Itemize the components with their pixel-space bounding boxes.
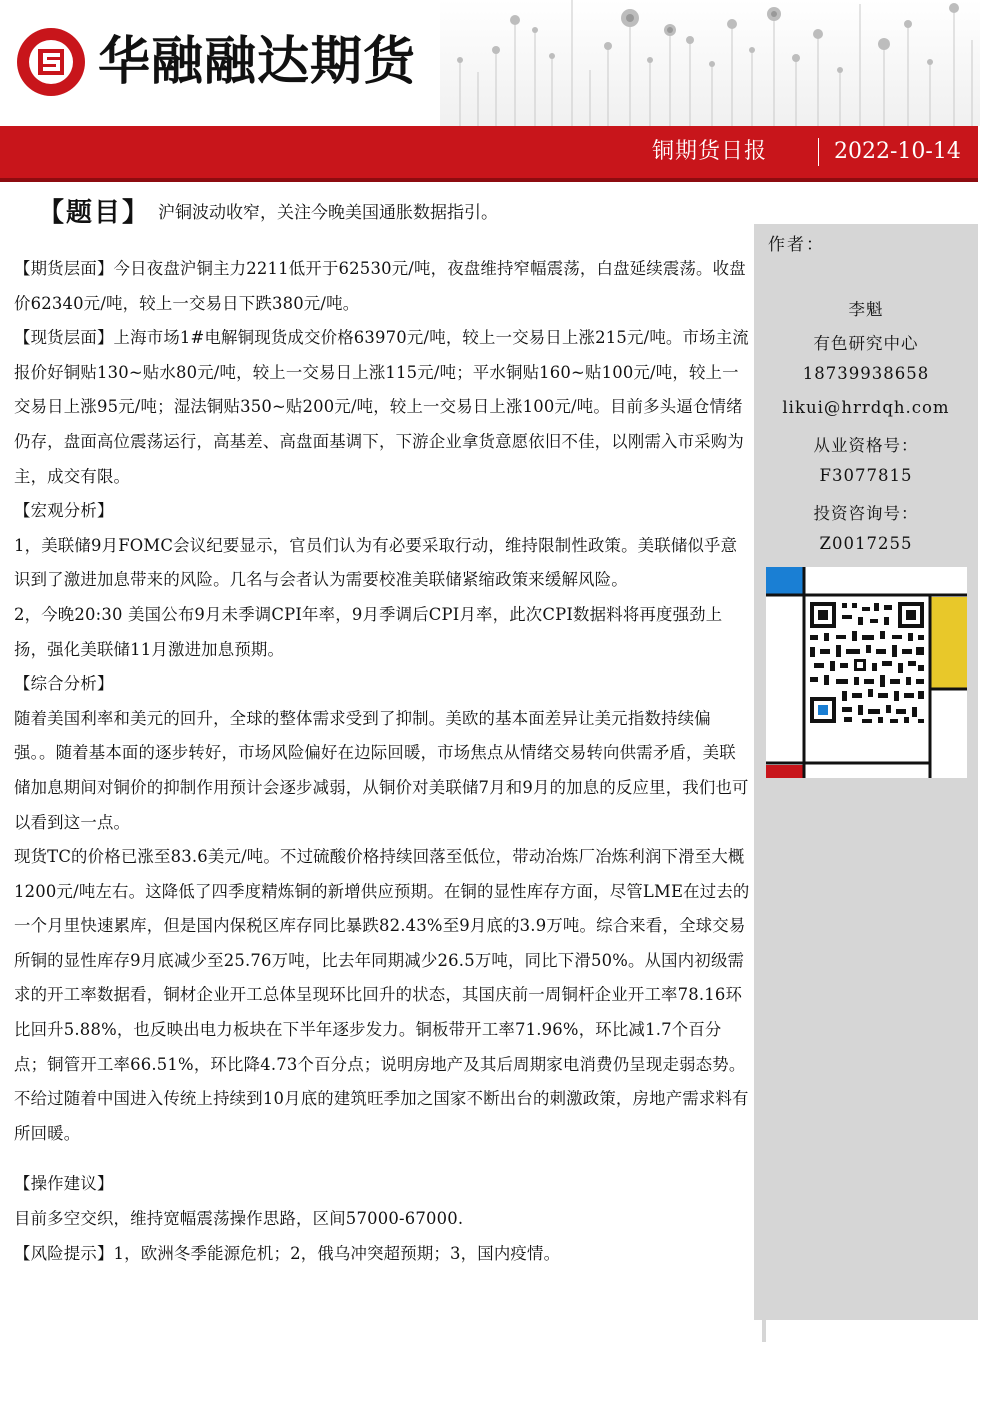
qualification-label: 从业资格号：	[813, 436, 919, 455]
subject-text: 沪铜波动收窄，关注今晚美国通胀数据指引。	[158, 202, 499, 223]
consulting-label: 投资咨询号：	[813, 504, 919, 523]
header-decoration	[440, 0, 980, 126]
author-name: 李魁	[848, 300, 884, 319]
sidebar-tail	[762, 1320, 766, 1342]
spot-heading: 【现货层面】	[14, 328, 114, 348]
macro-paragraph-2: 2，今晚20:30 美国公布9月未季调CPI年率，9月季调后CPI月率，此次CPI数据料将再度强劲上扬，强化美联储11月激进加息预期。	[14, 604, 723, 659]
spot-text: 上海市场1#电解铜现货成交价格63970元/吨，较上一交易日上涨215元/吨。市场主流报价好铜贴130~贴水80元/吨，较上一交易日上涨115元/吨；平水铜贴160~贴100元/吨，较上一交易日上涨95元/吨；湿法铜贴350~贴200元/吨，较上一交易日上涨100元/吨。目前多头逼仓情绪仍存，盘面高位震荡运行，高基差、高盘面基调下，下游企业拿货意愿依旧不佳，以刚需入市采购为主，成交有限。	[14, 328, 749, 486]
report-date: 2022-10-14	[834, 139, 961, 164]
report-header	[0, 0, 992, 182]
overall-paragraph-2: 现货TC的价格已涨至83.6美元/吨。不过硫酸价格持续回落至低位，带动冶炼厂冶炼利润下滑至大概1200元/吨左右。这降低了四季度精炼铜的新增供应预期。在铜的显性库存方面，尽管LME在过去的一个月里快速累库，但是国内保税区库存同比暴跌82.43%至9月底的3.9万吨。综合来看，全球交易所铜的显性库存9月底减少至25.76万吨，比去年同期减少26.5万吨，同比下滑50%。从国内初级需求的开工率数据看，铜材企业开工总体呈现环比回升的状态，其国庆前一周铜杆企业开工率78.16环比回升5.88%，也反映出电力板块在下半年逐步发力。铜板带开工率71.96%，环比减1.7个百分点；铜管开工率66.51%，环比降4.73个百分点；说明房地产及其后周期家电消费仍呈现走弱态势。不给过随着中国进入传统上持续到10月底的建筑旺季加之国家不断出台的刺激政策，房地产需求料有所回暖。	[14, 847, 750, 1143]
author-label: 作者：	[768, 235, 825, 255]
consulting-number: Z0017255	[819, 534, 913, 553]
spot-section	[14, 321, 752, 494]
report-name: 铜期货日报	[652, 139, 768, 164]
report-body	[14, 252, 752, 1271]
title-band-shadow	[0, 178, 978, 182]
qualification-number: F3077815	[819, 466, 913, 485]
futures-text: 今日夜盘沪铜主力2211低开于62530元/吨，夜盘维持窄幅震荡，白盘延续震荡。收盘价62340元/吨，较上一交易日下跌380元/吨。	[14, 259, 746, 313]
qr-code-panel	[766, 567, 967, 778]
risk-heading: 【风险提示】	[14, 1243, 114, 1263]
macro-heading: 【宏观分析】	[14, 501, 114, 521]
futures-section	[14, 252, 752, 321]
qr-code-icon	[766, 567, 967, 778]
overall-paragraph-1: 随着美国利率和美元的回升，全球的整体需求受到了抑制。美欧的基本面差异让美元指数持续偏强。。随着基本面的逐步转好，市场风险偏好在边际回暖，市场焦点从情绪交易转向供需矛盾，美联储加息期间对铜价的抑制作用预计会逐步减弱，从铜价对美联储7月和9月的加息的反应里，我们也可以看到这一点。	[14, 708, 749, 832]
company-logo-icon	[12, 22, 90, 102]
advice-text: 目前多空交织，维持宽幅震荡操作思路，区间57000-67000.	[14, 1209, 464, 1229]
header-divider	[818, 138, 819, 166]
report-title-band	[0, 126, 978, 178]
risk-text: 1，欧洲冬季能源危机；2，俄乌冲突超预期；3，国内疫情。	[113, 1243, 561, 1263]
advice-heading: 【操作建议】	[14, 1174, 114, 1194]
risk-section	[14, 1237, 752, 1272]
subject-label: 【题目】	[38, 197, 151, 228]
report-subject	[38, 192, 738, 228]
futures-heading: 【期货层面】	[14, 259, 114, 278]
author-department: 有色研究中心	[813, 334, 919, 353]
author-phone: 18739938658	[802, 364, 930, 383]
macro-paragraph-1: 1，美联储9月FOMC会议纪要显示，官员们认为有必要采取行动，维持限制性政策。美联储似乎意识到了激进加息带来的风险。几名与会者认为需要校准美联储紧缩政策来缓解风险。	[14, 535, 738, 590]
overall-heading: 【综合分析】	[14, 674, 114, 694]
spacer	[14, 1151, 752, 1167]
brand-name: 华融融达期货	[98, 32, 417, 92]
author-email[interactable]: likui@hrrdqh.com	[782, 398, 950, 417]
